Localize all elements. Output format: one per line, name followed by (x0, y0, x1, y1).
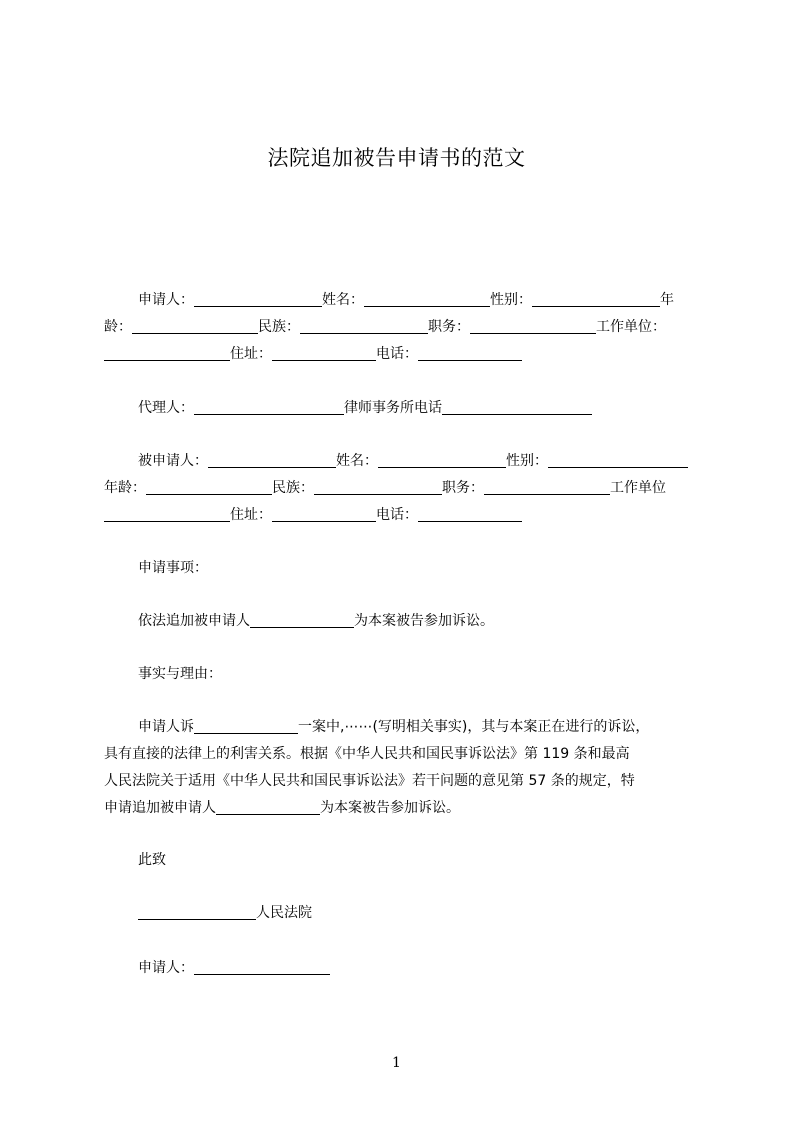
applicant-employer-blank[interactable] (104, 344, 230, 361)
facts-line1-before: 申请人诉 (138, 719, 194, 735)
respondent-gender-blank[interactable] (548, 451, 688, 468)
facts-line4-before: 申请追加被申请人 (104, 800, 216, 816)
respondent-label: 被申请人： (138, 453, 208, 469)
applicant-gender-blank[interactable] (532, 290, 660, 307)
applicant-age-blank[interactable] (132, 317, 258, 334)
applicant-phone-label: 电话： (376, 346, 418, 362)
applicant-name-blank[interactable] (364, 290, 490, 307)
facts-respondent-blank[interactable] (216, 798, 320, 815)
matters-text-before: 依法追加被申请人 (138, 613, 250, 629)
applicant-position-label: 职务： (428, 319, 470, 335)
facts-line4-after: 为本案被告参加诉讼。 (320, 800, 460, 816)
facts-line3: 人民法院关于适用《中华人民共和国民事诉讼法》若干问题的意见第 57 条的规定，特 (104, 773, 635, 789)
signature-label: 申请人： (138, 960, 194, 976)
page-number: 1 (392, 1055, 401, 1071)
applicant-age-label-part2: 龄： (104, 319, 132, 335)
applicant-label: 申请人： (138, 292, 194, 308)
applicant-ethnicity-blank[interactable] (300, 317, 428, 334)
agent-label: 代理人： (138, 400, 194, 416)
respondent-blank[interactable] (208, 451, 336, 468)
matters-heading: 申请事项： (138, 560, 208, 576)
respondent-employer-blank[interactable] (104, 505, 230, 522)
applicant-address-label: 住址： (230, 346, 272, 362)
matters-heading-block (104, 555, 700, 582)
page-title: 法院追加被告申请书的范文 (267, 146, 526, 170)
facts-body (104, 714, 700, 822)
respondent-position-label: 职务： (442, 480, 484, 496)
respondent-age-blank[interactable] (146, 478, 272, 495)
respondent-ethnicity-blank[interactable] (314, 478, 442, 495)
closing-block (104, 847, 700, 874)
matters-text-block (104, 608, 700, 635)
respondent-name-label: 姓名： (336, 453, 378, 469)
facts-heading-block (104, 661, 700, 688)
facts-heading: 事实与理由： (138, 666, 222, 682)
applicant-section (104, 287, 700, 368)
applicant-age-label-part1: 年 (660, 292, 674, 308)
signature-blank[interactable] (194, 958, 330, 975)
court-blank[interactable] (138, 903, 256, 920)
respondent-position-blank[interactable] (484, 478, 610, 495)
applicant-phone-blank[interactable] (418, 344, 522, 361)
closing-text: 此致 (138, 852, 166, 868)
respondent-name-blank[interactable] (378, 451, 506, 468)
court-suffix: 人民法院 (256, 905, 312, 921)
applicant-ethnicity-label: 民族： (258, 319, 300, 335)
agent-blank[interactable] (194, 398, 344, 415)
applicant-gender-label: 性别： (490, 292, 532, 308)
respondent-phone-blank[interactable] (418, 505, 522, 522)
respondent-gender-label: 性别： (506, 453, 548, 469)
matters-respondent-blank[interactable] (250, 611, 354, 628)
respondent-employer-label: 工作单位 (610, 480, 666, 496)
matters-text-after: 为本案被告参加诉讼。 (354, 613, 494, 629)
respondent-section (104, 448, 700, 529)
respondent-phone-label: 电话： (376, 507, 418, 523)
facts-case-blank[interactable] (194, 717, 298, 734)
applicant-employer-label: 工作单位： (596, 319, 666, 335)
respondent-address-blank[interactable] (272, 505, 376, 522)
respondent-address-label: 住址： (230, 507, 272, 523)
signature-block (104, 955, 700, 982)
applicant-name-label: 姓名： (322, 292, 364, 308)
applicant-blank[interactable] (194, 290, 322, 307)
agent-section (104, 395, 700, 422)
agent-firm-phone-label: 律师事务所电话 (344, 400, 442, 416)
court-block (104, 900, 700, 927)
applicant-address-blank[interactable] (272, 344, 376, 361)
applicant-position-blank[interactable] (470, 317, 596, 334)
respondent-ethnicity-label: 民族： (272, 480, 314, 496)
agent-firm-phone-blank[interactable] (442, 398, 592, 415)
facts-line2: 具有直接的法律上的利害关系。根据《中华人民共和国民事诉讼法》第 119 条和最高 (104, 746, 630, 762)
respondent-age-label: 年龄： (104, 480, 146, 496)
facts-line1-after: 一案中,⋯⋯(写明相关事实)，其与本案正在进行的诉讼， (298, 719, 650, 735)
